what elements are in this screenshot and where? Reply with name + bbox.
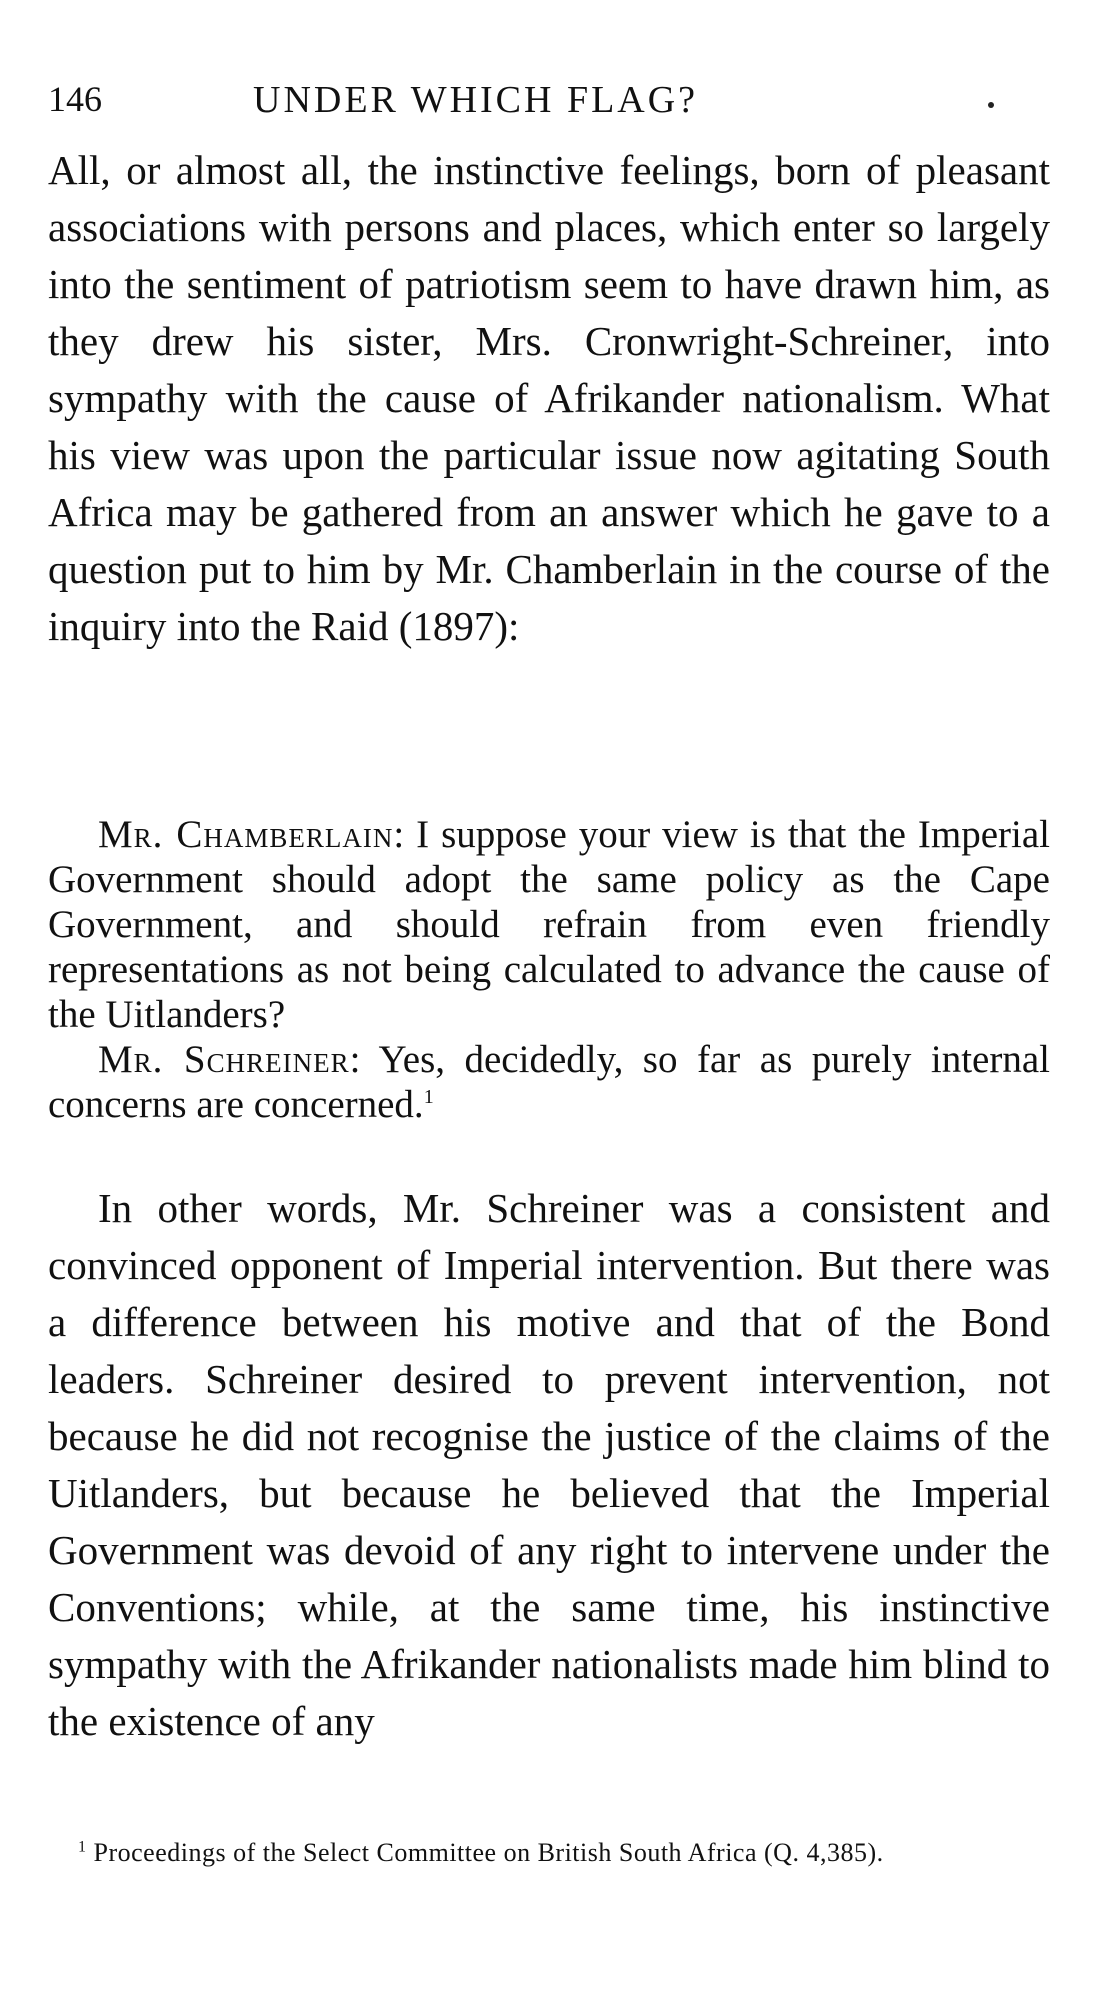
quote-question bbox=[48, 812, 1050, 1037]
footnote bbox=[48, 1834, 1050, 1872]
footnote-mark: 1 bbox=[78, 1838, 87, 1856]
paragraph-1: All, or almost all, the instinctive feelings, born of pleasant associations with persons and places, which enter so largely into the sentiment of patriotism seem to have drawn him, as they drew his sister, Mrs. Cronwright-Schreiner, into sympathy with the cause of Afrikander nationalism. What his view was upon the particular issue now agitating South Africa may be gathered from an answer which he gave to a question put to him by Mr. Chamberlain in the course of the inquiry into the Raid (1897): bbox=[48, 147, 1050, 649]
testimony-quote bbox=[48, 812, 1050, 1127]
page-header bbox=[48, 78, 1068, 128]
page-number: 146 bbox=[48, 79, 102, 119]
question-text: : I suppose your view is that the Imperial Government should adopt the same policy as the Cape Government, and should refrain from even friendly representations as not being calculated to advance the cause of the Uitlanders? bbox=[48, 813, 1050, 1036]
footnote-text: Proceedings of the Select Committee on British South Africa (Q. 4,385). bbox=[93, 1838, 884, 1867]
speaker-chamberlain: Mr. Chamberlain bbox=[98, 813, 394, 856]
paragraph-2: In other words, Mr. Schreiner was a consistent and convinced opponent of Imperial intervention. But there was a difference between his motive and that of the Bond leaders. Schreiner desired to prevent intervention, not because he did not recognise the justice of the claims of the Uitlanders, but because he believed that the Imperial Government was devoid of any right to intervene under the Conventions; while, at the same time, his instinctive sympathy with the Afrikander nationalists made him blind to the existence of any bbox=[48, 1185, 1050, 1744]
speaker-schreiner: Mr. Schreiner bbox=[98, 1038, 350, 1081]
header-ink-dot bbox=[988, 102, 994, 108]
footnote-reference: 1 bbox=[423, 1086, 434, 1108]
running-title: UNDER WHICH FLAG? bbox=[253, 79, 699, 121]
answer-text: : Yes, decidedly, so far as purely internal concerns are concerned. bbox=[48, 1038, 1050, 1126]
quote-answer bbox=[48, 1037, 1050, 1127]
